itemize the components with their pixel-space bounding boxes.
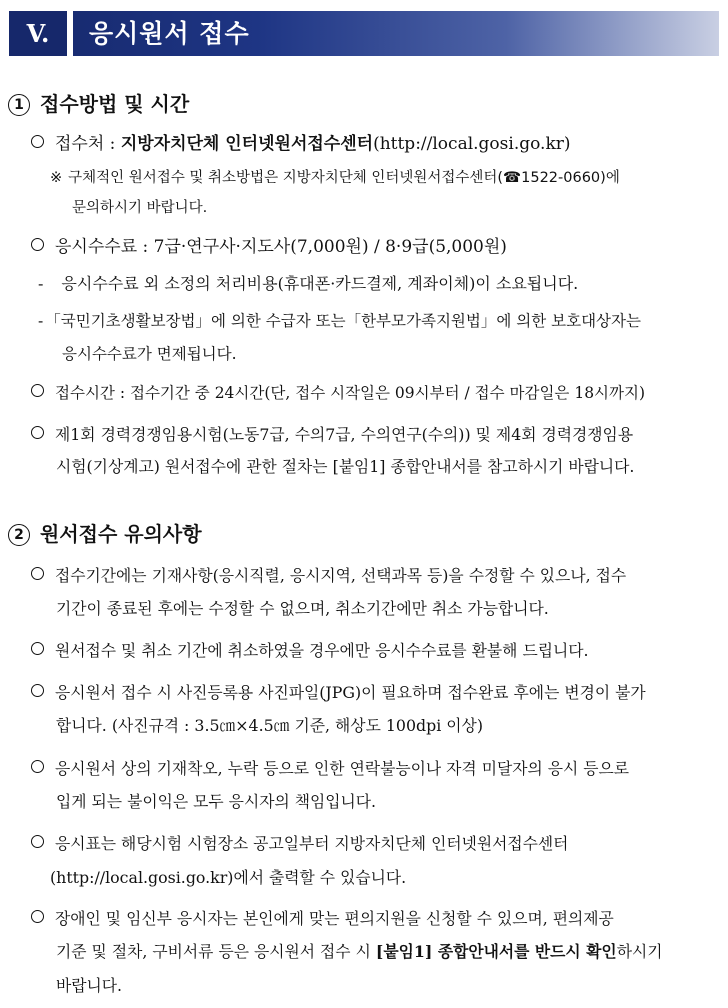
notice-6b: 기준 및 절차, 구비서류 등은 응시원서 접수 시 [붙임1] 종합안내서를 반드시 확인하시기 [56, 942, 663, 961]
circled-number-2: 2 [8, 524, 30, 546]
bullet-circle-icon [31, 384, 44, 397]
section-2-title: 원서접수 유의사항 [40, 522, 202, 546]
fee-exempt-1: - 「국민기초생활보장법」에 의한 수급자 또는「한부모가족지원법」에 의한 보호대상자는 [38, 312, 641, 330]
reception-place: 접수처 : 지방자치단체 인터넷원서접수센터(http://local.gosi.go.kr) [31, 133, 571, 155]
notice-4a: 응시원서 상의 기재착오, 누락 등으로 인한 연락불능이나 자격 미달자의 응시 등으로 [31, 758, 629, 780]
notice-6a: 장애인 및 임신부 응시자는 본인에게 맞는 편의지원을 신청할 수 있으며, 편의제공 [31, 908, 614, 930]
section-1-heading [8, 88, 189, 117]
note-line-1: ※ 구체적인 원서접수 및 취소방법은 지방자치단체 인터넷원서접수센터(☎1522-0660)에 [50, 167, 620, 189]
banner-number: V. [9, 11, 67, 56]
fee-exempt-2: 응시수수료가 면제됩니다. [62, 345, 237, 363]
procedure-1: 제1회 경력경쟁임용시험(노동7급, 수의7급, 수의연구(수의)) 및 제4회 경력경쟁임용 [31, 424, 633, 446]
bullet-circle-icon [31, 642, 44, 655]
procedure-2: 시험(기상계고) 원서접수에 관한 절차는 [붙임1] 종합안내서를 참고하시기 바랍니다. [56, 457, 635, 476]
notice-3a: 응시원서 접수 시 사진등록용 사진파일(JPG)이 필요하며 접수완료 후에는 변경이 불가 [31, 682, 646, 704]
bullet-circle-icon [31, 426, 44, 439]
dash-mark: - [38, 312, 44, 330]
bullet-circle-icon [31, 135, 44, 148]
banner-title: 응시원서 접수 [89, 19, 250, 48]
bullet-circle-icon [31, 567, 44, 580]
notice-1a: 접수기간에는 기재사항(응시직렬, 응시지역, 선택과목 등)을 수정할 수 있으나, 접수 [31, 565, 626, 587]
section-2-heading [8, 518, 202, 547]
reception-time: 접수시간 : 접수기간 중 24시간(단, 접수 시작일은 09시부터 / 접수 마감일은 18시까지) [31, 382, 645, 404]
note-mark: ※ [50, 170, 63, 186]
notice-1b: 기간이 종료된 후에는 수정할 수 없으며, 취소기간에만 취소 가능합니다. [56, 599, 549, 618]
bullet-circle-icon [31, 238, 44, 251]
notice-5b: (http://local.gosi.go.kr)에서 출력할 수 있습니다. [50, 868, 407, 887]
gosi-url: (http://local.gosi.go.kr) [373, 134, 571, 154]
notice-4b: 입게 되는 불이익은 모두 응시자의 책임입니다. [56, 792, 377, 811]
section-1-title: 접수방법 및 시간 [40, 92, 190, 116]
circled-number-1: 1 [8, 94, 30, 116]
note-line-2: 문의하시기 바랍니다. [72, 200, 208, 216]
bullet-circle-icon [31, 835, 44, 848]
bullet-circle-icon [31, 684, 44, 697]
fee-extra: - 응시수수료 외 소정의 처리비용(휴대폰·카드결제, 계좌이체)이 소요됩니다. [38, 274, 579, 293]
notice-6c: 바랍니다. [56, 976, 123, 995]
bullet-circle-icon [31, 910, 44, 923]
attachment-emphasis: [붙임1] 종합안내서를 반드시 확인 [375, 942, 617, 961]
exam-fee: 응시수수료 : 7급·연구사·지도사(7,000원) / 8·9급(5,000원) [31, 236, 507, 258]
notice-2: 원서접수 및 취소 기간에 취소하였을 경우에만 응시수수료를 환불해 드립니다. [31, 640, 589, 662]
dash-mark: - [38, 274, 44, 293]
bullet-circle-icon [31, 760, 44, 773]
notice-5a: 응시표는 해당시험 시험장소 공고일부터 지방자치단체 인터넷원서접수센터 [31, 833, 568, 855]
notice-3b: 합니다. (사진규격 : 3.5㎝×4.5㎝ 기준, 해상도 100dpi 이상) [56, 716, 483, 735]
banner-divider [67, 11, 73, 56]
section-banner [9, 11, 719, 56]
